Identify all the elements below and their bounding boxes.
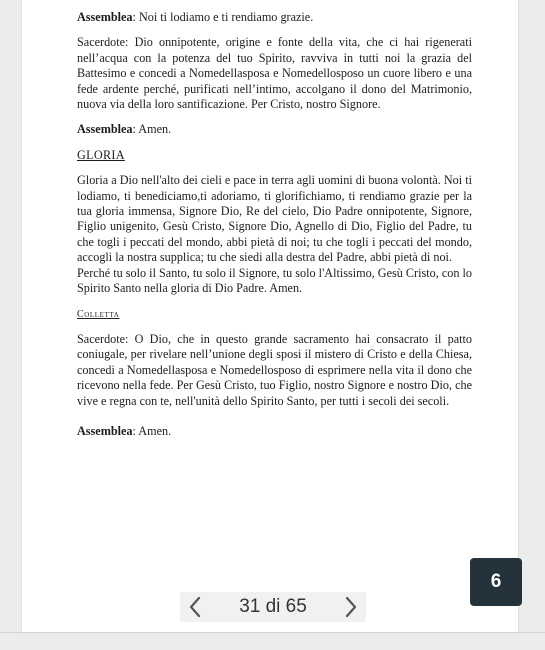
page-content bbox=[77, 10, 472, 439]
response-line bbox=[77, 424, 472, 439]
speaker-label: Assemblea bbox=[77, 423, 133, 438]
gloria-paragraph: Gloria a Dio nell'alto dei cieli e pace in terra agli uomini di buona volontà. Noi ti lodiamo, ti benediciamo,ti adoriamo, ti glorifichiamo, ti rendiamo grazie per la tua gloria immensa, Signore Dio, Re del cielo, Dio Padre onnipotente, Signore, Figlio unigenito, Gesù Cristo, Signore Dio, Agnello di Dio, Figlio del Padre, tu che togli i peccati del mondo, abbi pietà di noi; tu che togli i peccati del mondo, accogli la nostra supplica; tu che siedi alla destra del Padre, abbi pietà di noi. bbox=[77, 173, 472, 265]
count-badge[interactable]: 6 bbox=[470, 558, 522, 606]
section-heading-colletta: Colletta bbox=[77, 308, 120, 320]
collect-paragraph: Sacerdote: O Dio, che in questo grande sacramento hai consacrato il patto coniugale, per rivelare nell’unione degli sposi il mistero di Cristo e della Chiesa, concedi a Nomedellasposa e Nomedellosposo di esprimere nella vita il dono che ricevono nella fede. Per Gesù Cristo, tuo Figlio, nostro Signore e nostro Dio, che vive e regna con te, nell'unità dello Spirito Santo, per tutti i secoli dei secoli. bbox=[77, 331, 472, 408]
page-navigator bbox=[180, 592, 366, 622]
chevron-right-icon bbox=[343, 596, 359, 618]
response-text: : Amen. bbox=[132, 122, 172, 137]
divider bbox=[0, 632, 545, 633]
chevron-left-icon bbox=[187, 596, 203, 618]
gloria-paragraph-end: Perché tu solo il Santo, tu solo il Signore, tu solo l'Altissimo, Gesù Cristo, con lo Spirito Santo nella gloria di Dio Padre. Amen. bbox=[77, 265, 472, 296]
prev-page-button[interactable] bbox=[180, 592, 210, 622]
page-counter: 31 di 65 bbox=[239, 596, 307, 617]
speaker-label: Assemblea bbox=[77, 122, 133, 137]
document-page bbox=[22, 0, 518, 632]
response-text: : Noi ti lodiamo e ti rendiamo grazie. bbox=[132, 10, 314, 24]
response-text: : Amen. bbox=[132, 423, 172, 438]
response-line bbox=[77, 10, 472, 25]
response-line bbox=[77, 122, 472, 137]
speaker-label: Assemblea bbox=[77, 10, 133, 24]
prayer-paragraph: Sacerdote: Dio onnipotente, origine e fonte della vita, che ci hai rigenerati nell’acqua con la potenza del tuo Spirito, ravviva in tutti noi la grazia del Battesimo e concedi a Nomedellasposa e Nomedellosposo un cuore libero e una fede ardente perché, purificati nell’intimo, accolgano il dono del Matrimonio, nuova via della loro santificazione. Per Cristo, nostro Signore. bbox=[77, 35, 472, 112]
section-heading-gloria: GLORIA bbox=[77, 147, 125, 162]
next-page-button[interactable] bbox=[336, 592, 366, 622]
